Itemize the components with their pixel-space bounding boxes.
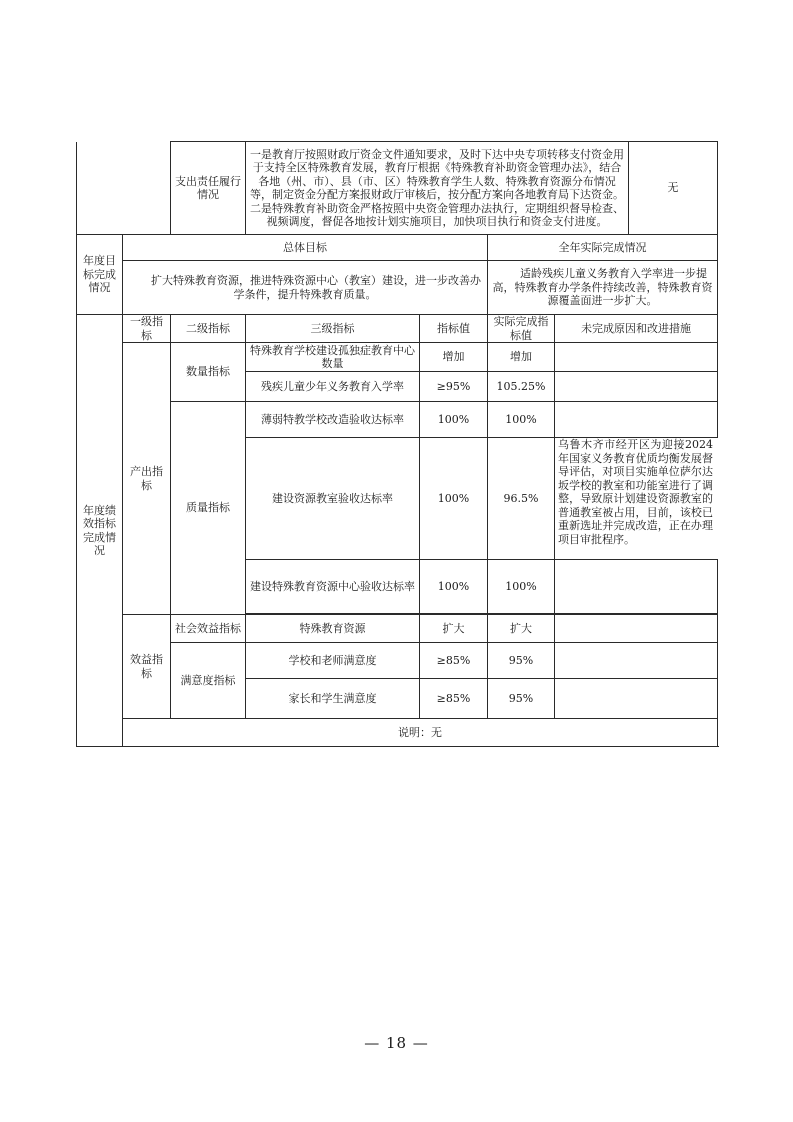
actual-completion-text: 适龄残疾儿童义务教育入学率进一步提高，特殊教育办学条件持续改善，特殊教育资源覆盖面进一步扩大。 [488,261,718,315]
indicator-target: 扩大 [420,615,488,643]
responsibility-row [77,142,718,235]
output-indicator-label: 产出指标 [123,343,171,615]
indicator-actual: 100% [488,402,555,438]
indicator-actual: 增加 [488,343,555,372]
benefit-indicator-label: 效益指标 [123,615,171,719]
level1-header: 一级指标 [123,315,171,343]
indicator-actual: 100% [488,560,555,614]
indicator-reason [555,402,718,438]
page-number: — 18 — [364,1034,429,1052]
indicator-reason [555,679,718,719]
performance-section-label: 年度绩效指标完成情况 [77,315,123,747]
reason-header: 未完成原因和改进措施 [555,315,718,343]
indicator-reason [555,643,718,679]
indicator-name: 特殊教育资源 [246,615,420,643]
indicator-actual: 95% [488,679,555,719]
indicator-actual: 95% [488,643,555,679]
indicator-target: 增加 [420,343,488,372]
table-row [77,643,718,679]
indicator-reason [555,372,718,402]
table-row [77,402,718,438]
indicator-name: 家长和学生满意度 [246,679,420,719]
goal-content-row [77,261,718,315]
goal-header-row [77,235,718,261]
actual-completion-header: 全年实际完成情况 [488,235,718,261]
target-header: 指标值 [420,315,488,343]
satisfaction-indicator-label: 满意度指标 [171,643,246,719]
indicator-name: 建设特殊教育资源中心验收达标率 [246,560,420,614]
indicator-reason: 乌鲁木齐市经开区为迎接2024年国家义务教育优质均衡发展督导评估，对项目实施单位萨尔达坂学校的教室和功能室进行了调整，导致原计划建设资源教室的普通教室被占用，目前，该校已重新选址并完成改造，正在办理项目审批程序。 [558,438,713,546]
quantity-indicator-label: 数量指标 [171,343,246,402]
actual-header: 实际完成指标值 [488,315,555,343]
indicator-name: 残疾儿童少年义务教育入学率 [246,372,420,402]
social-benefit-label: 社会效益指标 [171,615,246,643]
indicator-header-row [77,315,718,343]
level3-header: 三级指标 [246,315,420,343]
overall-goal-text: 扩大特殊教育资源，推进特殊资源中心（教室）建设，进一步改善办学条件，提升特殊教育质量。 [123,261,488,315]
goal-section-label: 年度目标完成情况 [77,235,123,315]
responsibility-text: 一是教育厅按照财政厅资金文件通知要求，及时下达中央专项转移支付资金用于支持全区特殊教育发展，教育厅根据《特殊教育补助资金管理办法》，结合各地（州、市）、县（市、区）特殊教育学生人数、特殊教育资源分布情况等，制定资金分配方案报财政厅审核后，按分配方案向各地教育局下达资金。二是特殊教育补助资金严格按照中央资金管理办法执行，定期组织督导检查、视频调度，督促各地按计划实施项目，加快项目执行和资金支付进度。 [246,142,629,235]
indicator-target: 100% [420,438,488,560]
indicator-name: 薄弱特教学校改造验收达标率 [246,402,420,438]
note-text: 说明：无 [123,719,718,747]
responsibility-label: 支出责任履行情况 [171,142,246,235]
overall-goal-header: 总体目标 [123,235,488,261]
quality-indicator-label: 质量指标 [171,402,246,615]
indicator-name: 学校和老师满意度 [246,643,420,679]
indicator-actual: 扩大 [488,615,555,643]
indicator-actual: 96.5% [488,438,555,560]
indicator-target: ≥85% [420,643,488,679]
table-row [77,343,718,372]
indicator-target: ≥95% [420,372,488,402]
indicator-target: ≥85% [420,679,488,719]
indicator-name: 特殊教育学校建设孤独症教育中心数量 [246,343,420,372]
responsibility-remark: 无 [629,142,718,235]
indicator-reason [555,343,718,372]
level2-header: 二级指标 [171,315,246,343]
note-row [77,719,718,747]
table-row [77,615,718,643]
indicator-target: 100% [420,402,488,438]
indicator-target: 100% [420,560,488,614]
indicator-actual: 105.25% [488,372,555,402]
indicator-reason [555,560,718,614]
indicator-reason [555,615,718,643]
indicator-name: 建设资源教室验收达标率 [246,438,420,560]
